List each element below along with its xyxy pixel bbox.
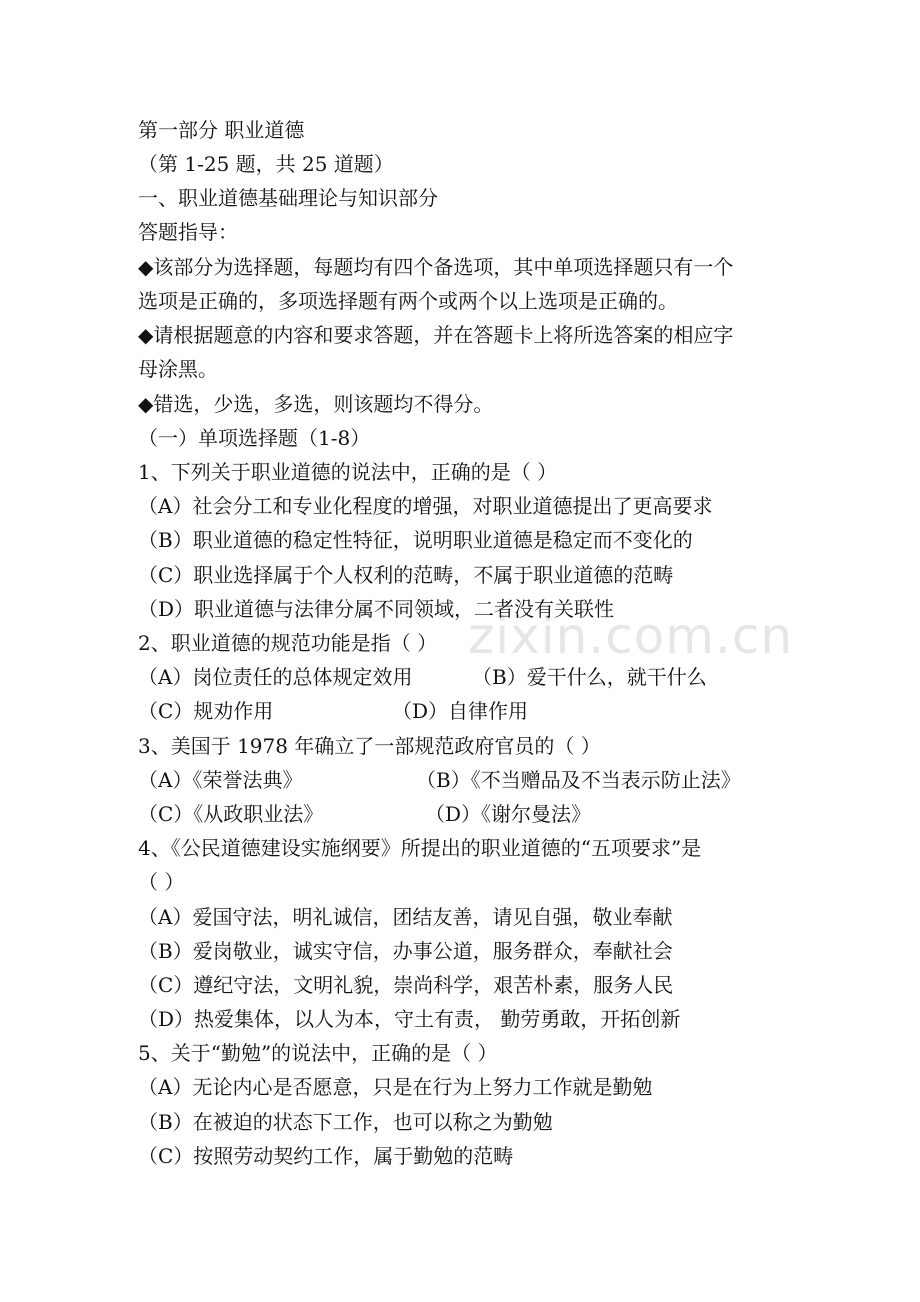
question-3-option-c: （C）《从政职业法》 [138, 802, 324, 826]
guide-item-1: ◆该部分为选择题，每题均有四个备选项，其中单项选择题只有一个 [138, 255, 734, 279]
section-title: 一、职业道德基础理论与知识部分 [138, 186, 438, 210]
question-1-stem: 1、下列关于职业道德的说法中，正确的是（ ） [138, 460, 558, 484]
question-2-row-1 [138, 664, 778, 690]
question-range: （第 1-25 题，共 25 道题） [138, 152, 394, 176]
question-3-stem: 3、美国于 1978 年确立了一部规范政府官员的（ ） [138, 734, 601, 758]
question-4-option-b: （B）爱岗敬业，诚实守信，办事公道，服务群众，奉献社会 [138, 939, 673, 963]
question-5-option-a: （A）无论内心是否愿意，只是在行为上努力工作就是勤勉 [138, 1075, 653, 1099]
question-1-option-a: （A）社会分工和专业化程度的增强，对职业道德提出了更高要求 [138, 494, 713, 518]
question-2-option-a: （A）岗位责任的总体规定效用 [138, 665, 413, 689]
question-3-row-1 [138, 767, 778, 793]
question-5-stem: 5、关于“勤勉”的说法中，正确的是（ ） [138, 1041, 498, 1065]
question-2-option-d: （D）自律作用 [392, 699, 529, 723]
question-3-option-d: （D）《谢尔曼法》 [425, 802, 592, 826]
question-3-option-b: （B）《不当赠品及不当表示防止法》 [416, 768, 741, 792]
question-2-row-2 [138, 698, 778, 724]
question-4-option-a: （A）爱国守法，明礼诚信，团结友善，请见自强，敬业奉献 [138, 905, 673, 929]
watermark-text: zixin.com.cn [468, 607, 794, 665]
question-2-stem: 2、职业道德的规范功能是指（ ） [138, 631, 438, 655]
question-2-option-b: （B）爱干什么，就干什么 [472, 665, 707, 689]
part-heading: 第一部分 职业道德 [138, 118, 305, 142]
question-4-option-c: （C）遵纪守法，文明礼貌，崇尚科学，艰苦朴素，服务人民 [138, 973, 674, 997]
question-3-option-a: （A）《荣誉法典》 [138, 768, 303, 792]
question-4-option-d: （D）热爱集体，以人为本，守土有责， 勤劳勇敢，开拓创新 [138, 1007, 681, 1031]
question-1-option-d: （D）职业道德与法律分属不同领域，二者没有关联性 [138, 597, 615, 621]
question-5-option-c: （C）按照劳动契约工作，属于勤勉的范畴 [138, 1144, 514, 1168]
guide-item-3: ◆错选，少选，多选，则该题均不得分。 [138, 392, 494, 416]
question-5-option-b: （B）在被迫的状态下工作，也可以称之为勤勉 [138, 1110, 553, 1134]
question-1-option-c: （C）职业选择属于个人权利的范畴，不属于职业道德的范畴 [138, 563, 674, 587]
question-3-row-2 [138, 801, 778, 827]
question-4-stem: 4、《公民道德建设实施纲要》所提出的职业道德的“五项要求”是 [138, 836, 702, 860]
guide-item-2-cont: 母涂黑。 [138, 357, 218, 381]
subsection-title: （一）单项选择题（1-8） [138, 426, 371, 450]
guide-item-1-cont: 选项是正确的，多项选择题有两个或两个以上选项是正确的。 [138, 289, 678, 313]
question-4-stem-cont: （ ） [138, 870, 185, 894]
guide-title: 答题指导： [138, 220, 238, 244]
question-1-option-b: （B）职业道德的稳定性特征，说明职业道德是稳定而不变化的 [138, 528, 693, 552]
guide-item-2: ◆请根据题意的内容和要求答题，并在答题卡上将所选答案的相应字 [138, 323, 734, 347]
question-2-option-c: （C）规劝作用 [138, 699, 274, 723]
